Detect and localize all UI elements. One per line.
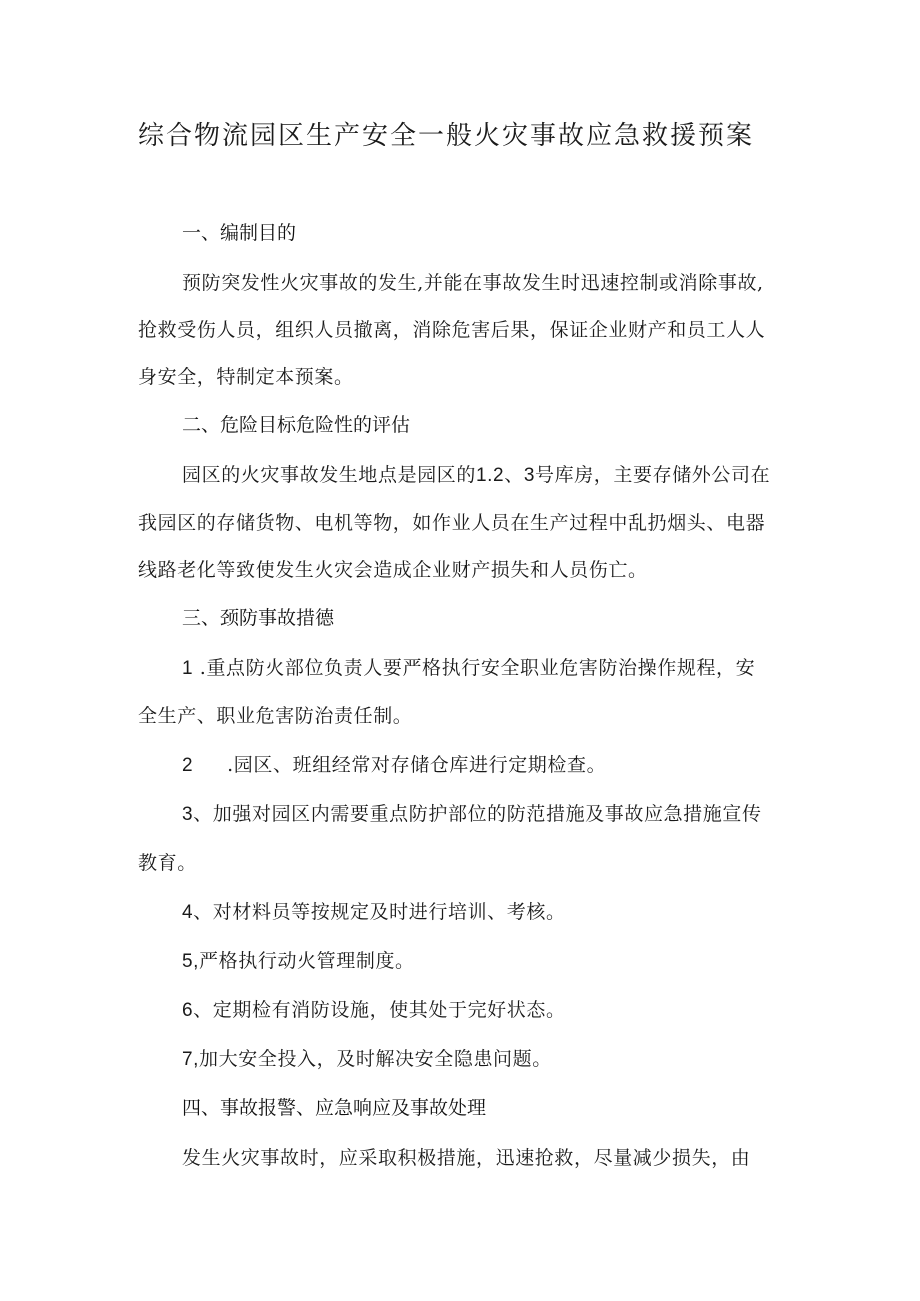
list-item: [182, 799, 832, 830]
list-item-number: 2: [182, 755, 194, 776]
warehouse-numbers: 1.2、3: [476, 465, 535, 486]
list-item-number: 3、: [182, 804, 213, 825]
paragraph-line: 发生火灾事故时，应采取积极措施，迅速抢救，尽量减少损失，由: [182, 1147, 751, 1169]
list-item: [182, 995, 832, 1026]
list-item-text: 严格执行动火管理制度。: [199, 950, 415, 972]
paragraph-text: 号库房，主要存储外公司在: [535, 464, 771, 486]
list-item-number: 7,: [182, 1049, 200, 1070]
list-item: [182, 1044, 832, 1075]
paragraph-line: [182, 460, 832, 491]
section-heading-prevention: 三、颈防事故措德: [182, 607, 335, 629]
section-heading-emergency-response: 四、事故报警、应急响应及事故处理: [182, 1097, 487, 1119]
paragraph-line: 线路老化等致使发生火灾会造成企业财产损失和人员伤亡。: [138, 559, 648, 581]
list-item-continuation: 教育。: [138, 852, 197, 874]
list-item: [182, 653, 832, 684]
list-item: [182, 897, 832, 928]
list-item-text: 加强对园区内需要重点防护部位的防范措施及事故应急措施宣传: [212, 803, 762, 825]
list-item: [182, 946, 832, 977]
list-item-text: .园区、班组经常对存储仓库进行定期检查。: [227, 754, 607, 776]
list-item-continuation: 全生产、职业危害防治责任制。: [138, 705, 413, 727]
list-item-text: 加大安全投入，及时解决安全隐患问题。: [199, 1048, 552, 1070]
list-item-number: 6、: [182, 1000, 213, 1021]
paragraph-line: 抢救受伤人员，组织人员撤离，消除危害后果，保证企业财产和员工人人: [138, 319, 766, 341]
list-item: [182, 750, 832, 781]
section-heading-risk-assessment: 二、危险目标危险性的评估: [182, 414, 411, 436]
document-title: 综合物流园区生产安全一般火灾事故应急救援预案: [138, 121, 755, 151]
list-item-text: 对材料员等按规定及时进行培训、考核。: [212, 901, 566, 923]
section-heading-purpose: 一、编制目的: [182, 222, 297, 244]
list-item-text: 定期检有消防设施，使其处于完好状态。: [212, 999, 566, 1021]
list-item-text: .重点防火部位负责人要严格执行安全职业危害防治操作规程，安: [193, 657, 756, 679]
list-item-number: 5,: [182, 951, 200, 972]
list-item-number: 1: [182, 658, 194, 679]
paragraph-line: 我园区的存储货物、电机等物，如作业人员在生产过程中乱扔烟头、电器: [138, 512, 766, 534]
paragraph-line: 预防突发性火灾事故的发生,并能在事故发生时迅速控制或消除事故,: [182, 272, 764, 294]
paragraph-text: 园区的火灾事故发生地点是园区的: [182, 464, 477, 486]
list-item-number: 4、: [182, 902, 213, 923]
paragraph-line: 身安全，特制定本预案。: [138, 366, 354, 388]
